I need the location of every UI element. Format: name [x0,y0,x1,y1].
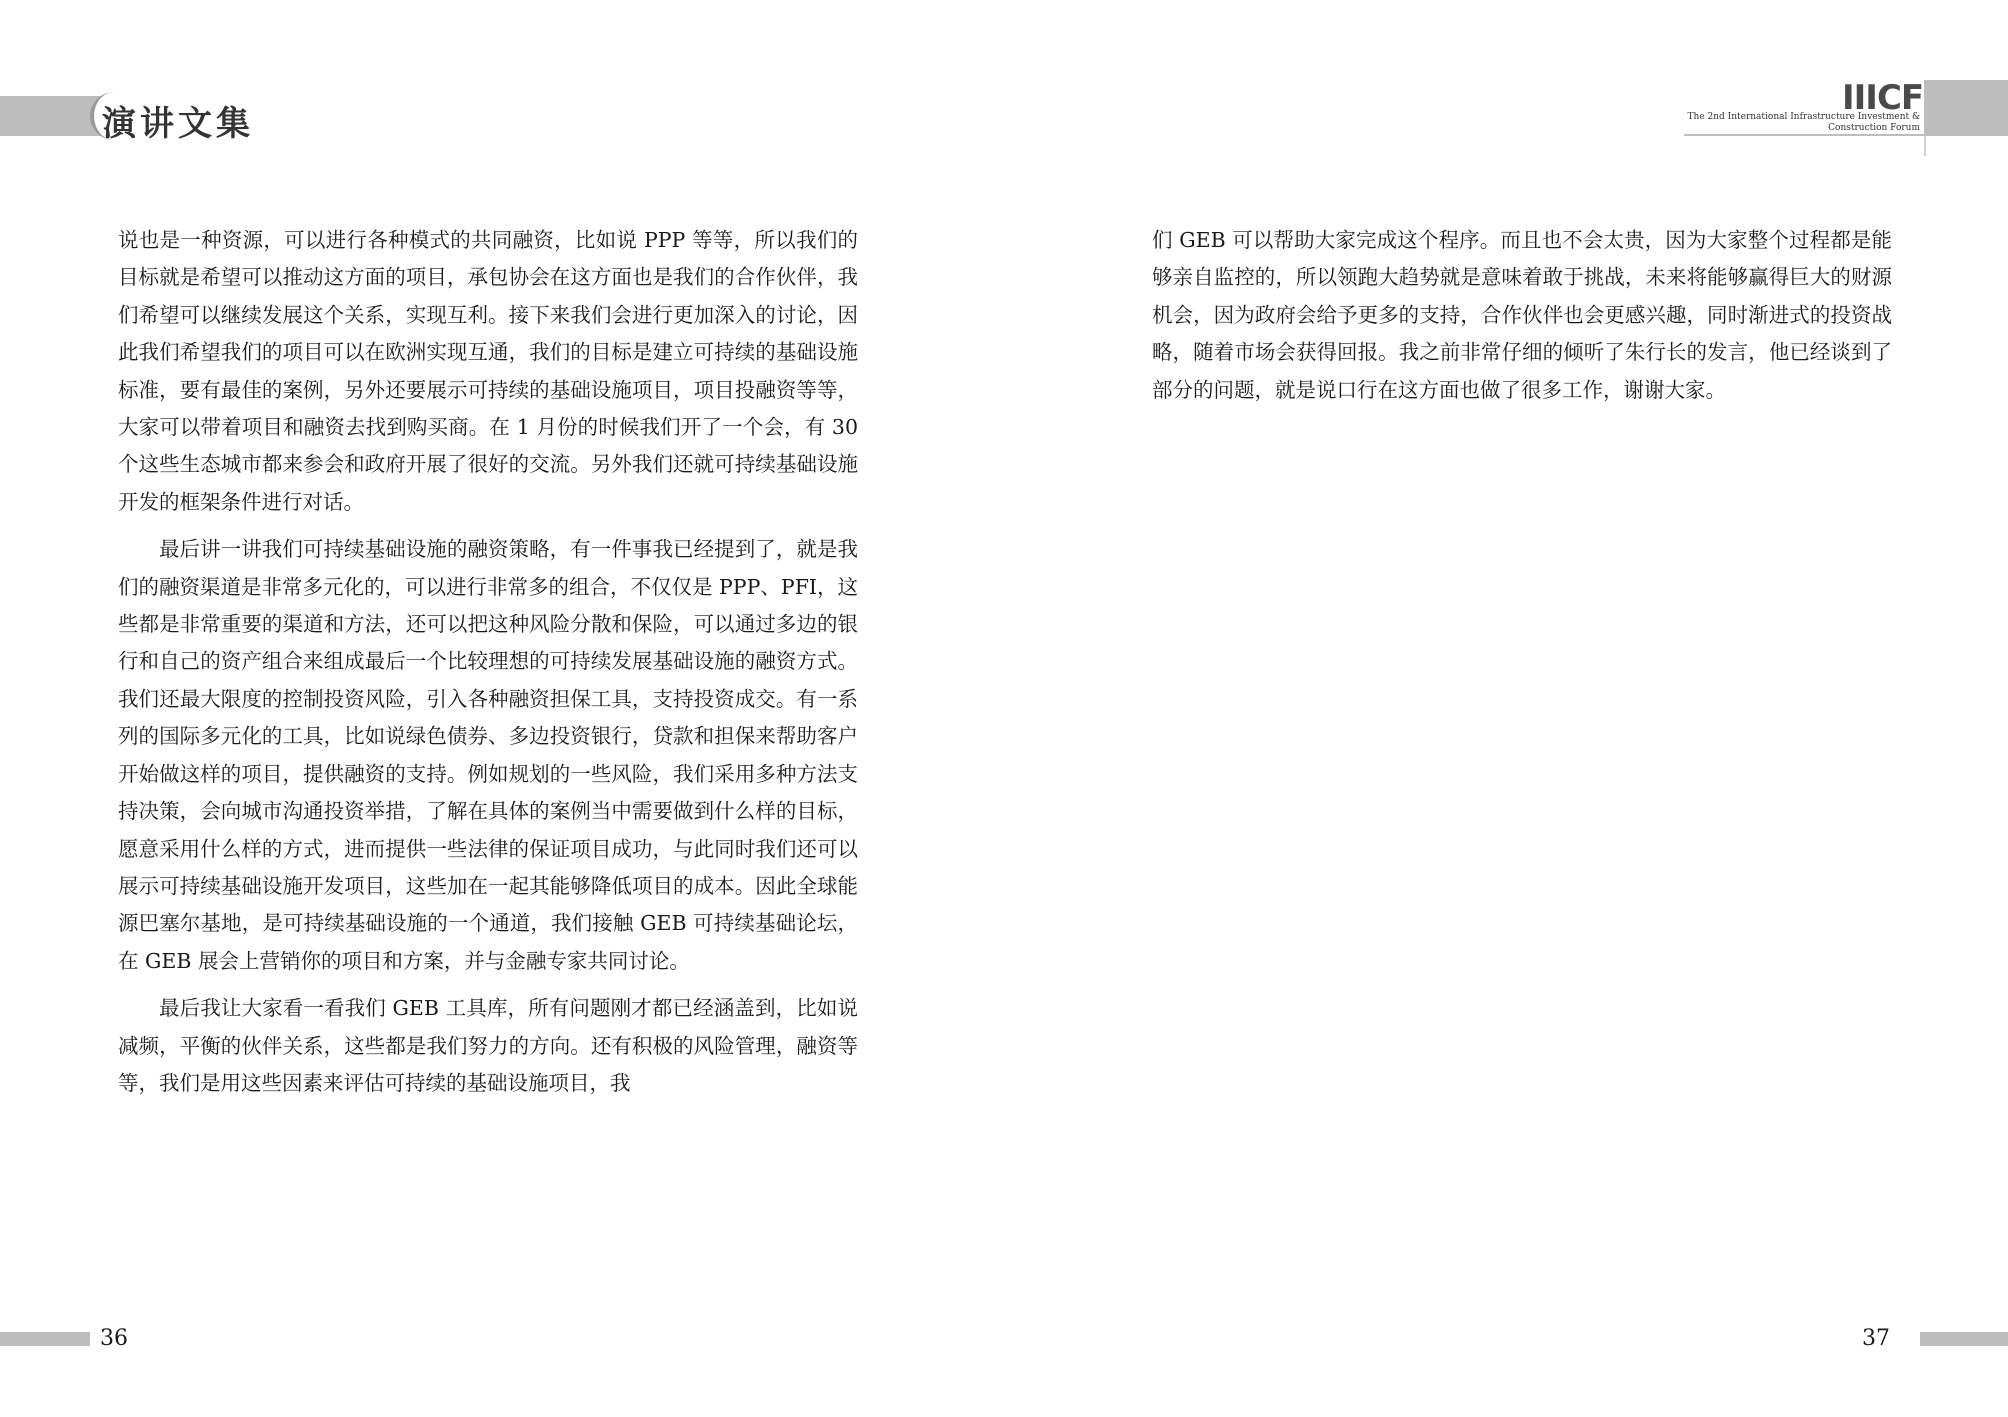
page-number-right: 37 [1862,1326,1890,1351]
paragraph: 们 GEB 可以帮助大家完成这个程序。而且也不会太贵，因为大家整个过程都是能够亲自监控的，所以领跑大趋势就是意味着敢于挑战，未来将能够赢得巨大的财源机会，因为政府会给予更多的支持，合作伙伴也会更感兴趣，同时渐进式的投资战略，随着市场会获得回报。我之前非常仔细的倾听了朱行长的发言，他已经谈到了部分的问题，就是说口行在这方面也做了很多工作，谢谢大家。 [1152,228,1892,402]
logo-subtitle-line1: The 2nd International Infrastructure Investment & [1687,112,1920,122]
footer-bar-right [1920,1332,2008,1346]
header-bar-right [1924,80,2008,136]
header-divider [1684,134,1928,136]
section-title: 演讲文集 [102,104,254,144]
paragraph: 说也是一种资源，可以进行各种模式的共同融资，比如说 PPP 等等，所以我们的目标就是希望可以推动这方面的项目，承包协会在这方面也是我们的合作伙伴，我们希望可以继续发展这个关系，实现互利。接下来我们会进行更加深入的讨论，因此我们希望我们的项目可以在欧洲实现互通，我们的目标是建立可持续的基础设施标准，要有最佳的案例，另外还要展示可持续的基础设施项目，项目投融资等等，大家可以带着项目和融资去找到购买商。在 1 月份的时候我们开了一个会，有 30 个这些生态城市都来参会和政府开展了很好的交流。另外我们还就可持续基础设施开发的框架条件进行对话。 [118,228,858,514]
right-text-column [1152,222,1892,419]
page-number-left: 36 [100,1326,128,1351]
left-text-column [118,222,858,1112]
paragraph: 最后讲一讲我们可持续基础设施的融资策略，有一件事我已经提到了，就是我们的融资渠道是非常多元化的，可以进行非常多的组合，不仅仅是 PPP、PFI，这些都是非常重要的渠道和方法，还可以把这种风险分散和保险，可以通过多边的银行和自己的资产组合来组成最后一个比较理想的可持续发展基础设施的融资方式。我们还最大限度的控制投资风险，引入各种融资担保工具，支持投资成交。有一系列的国际多元化的工具，比如说绿色债券、多边投资银行，贷款和担保来帮助客户开始做这样的项目，提供融资的支持。例如规划的一些风险，我们采用多种方法支持决策，会向城市沟通投资举措，了解在具体的案例当中需要做到什么样的目标，愿意采用什么样的方式，进而提供一些法律的保证项目成功，与此同时我们还可以展示可持续基础设施开发项目，这些加在一起其能够降低项目的成本。因此全球能源巴塞尔基地，是可持续基础设施的一个通道，我们接触 GEB 可持续基础论坛，在 GEB 展会上营销你的项目和方案，并与金融专家共同讨论。 [118,537,859,973]
paragraph: 最后我让大家看一看我们 GEB 工具库，所有问题刚才都已经涵盖到，比如说减频，平衡的伙伴关系，这些都是我们努力的方向。还有积极的风险管理，融资等等，我们是用这些因素来评估可持续的基础设施项目，我 [118,996,858,1095]
footer-bar-left [0,1332,90,1346]
iiicf-logo: IIICF [1842,78,1924,118]
logo-subtitle-line2: Construction Forum [1828,123,1920,133]
right-page [1004,0,2008,1417]
logo-subtitle [1664,112,1920,134]
section-title-tab [90,92,264,144]
